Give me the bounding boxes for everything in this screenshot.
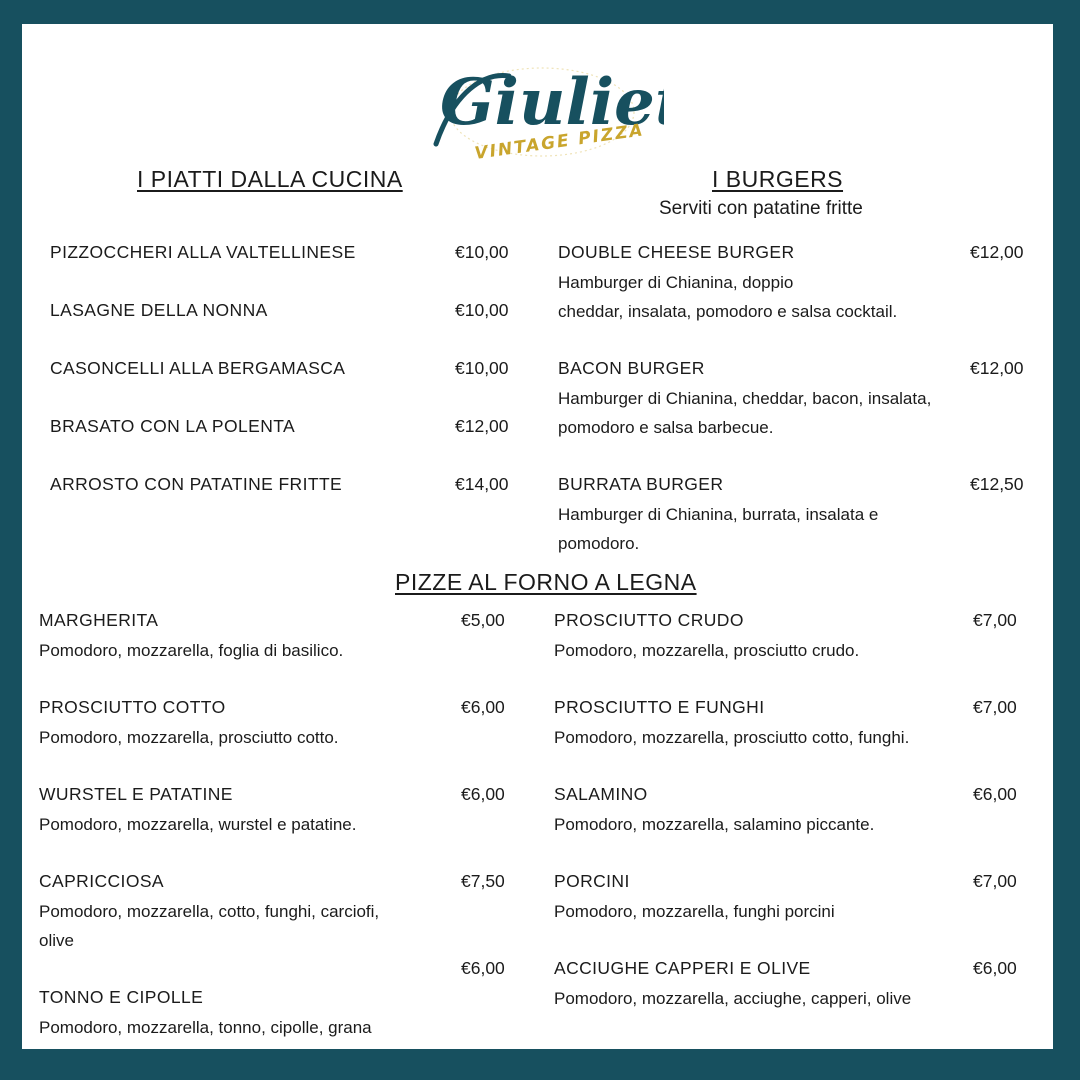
logo-wordmark: Giulie xyxy=(440,65,655,140)
pizza-item-name: PORCINI xyxy=(554,871,630,891)
pizza-item-desc xyxy=(554,897,835,926)
desc-line: Hamburger di Chianina, burrata, insalata e xyxy=(558,505,879,524)
pizza-item-desc xyxy=(554,810,874,839)
kitchen-item-name: ARROSTO CON PATATINE FRITTE xyxy=(50,474,343,494)
kitchen-item-price: €10,00 xyxy=(455,300,509,320)
pizza-item-name: PROSCIUTTO COTTO xyxy=(39,697,226,717)
pizza-item-name: SALAMINO xyxy=(554,784,648,804)
desc-line: Pomodoro, mozzarella, prosciutto crudo. xyxy=(554,641,860,660)
pizze-section-title: PIZZE AL FORNO A LEGNA xyxy=(395,569,697,595)
logo-graphic xyxy=(414,32,664,172)
burger-item-desc xyxy=(558,384,931,442)
pizza-item-price: €7,00 xyxy=(973,871,1017,891)
burger-item-price: €12,00 xyxy=(970,242,1024,262)
kitchen-item-price: €10,00 xyxy=(455,242,509,262)
desc-line: Pomodoro, mozzarella, wurstel e patatine. xyxy=(39,815,357,834)
desc-line: Pomodoro, mozzarella, cotto, funghi, carciofi, xyxy=(39,902,380,921)
desc-line: pomodoro e salsa barbecue. xyxy=(558,418,774,437)
desc-line: Pomodoro, mozzarella, acciughe, capperi, olive xyxy=(554,989,912,1008)
burger-item-name: BURRATA BURGER xyxy=(558,474,724,494)
pizza-item-price: €6,00 xyxy=(461,784,505,804)
pizza-item-price: €6,00 xyxy=(973,784,1017,804)
pizza-item-name: TONNO E CIPOLLE xyxy=(39,987,204,1007)
pizza-item-price: €5,00 xyxy=(461,610,505,630)
desc-line: Hamburger di Chianina, doppio xyxy=(558,273,794,292)
pizza-item-desc xyxy=(39,1013,372,1042)
kitchen-item-name: BRASATO CON LA POLENTA xyxy=(50,416,296,436)
pizza-item-desc xyxy=(554,723,909,752)
pizza-item-price: €6,00 xyxy=(461,697,505,717)
kitchen-section-title: I PIATTI DALLA CUCINA xyxy=(137,166,403,192)
desc-line: Pomodoro, mozzarella, funghi porcini xyxy=(554,902,835,921)
desc-line: Pomodoro, mozzarella, prosciutto cotto, funghi. xyxy=(554,728,910,747)
pizza-item-desc xyxy=(39,810,357,839)
pizza-item-name: MARGHERITA xyxy=(39,610,159,630)
burgers-subtitle: Serviti con patatine fritte xyxy=(659,198,863,219)
desc-line: olive xyxy=(39,931,74,950)
desc-line: Pomodoro, mozzarella, foglia di basilico. xyxy=(39,641,344,660)
desc-line: pomodoro. xyxy=(558,534,640,553)
pizza-item-desc xyxy=(554,984,911,1013)
desc-line: cheddar, insalata, pomodoro e salsa cocktail. xyxy=(558,302,898,321)
pizza-item-desc xyxy=(39,636,343,665)
kitchen-item-price: €12,00 xyxy=(455,416,509,436)
menu-page xyxy=(22,24,1053,1049)
burgers-section-title: I BURGERS xyxy=(712,166,844,192)
kitchen-item-name: PIZZOCCHERI ALLA VALTELLINESE xyxy=(50,242,356,262)
pizza-item-price: €6,00 xyxy=(973,958,1017,978)
desc-line: Pomodoro, mozzarella, salamino piccante. xyxy=(554,815,875,834)
pizza-item-price: €7,00 xyxy=(973,697,1017,717)
pizza-item-price: €6,00 xyxy=(461,958,505,978)
burger-item-name: BACON BURGER xyxy=(558,358,705,378)
desc-line: Pomodoro, mozzarella, tonno, cipolle, grana xyxy=(39,1018,372,1037)
burger-item-desc xyxy=(558,268,897,326)
kitchen-item-price: €14,00 xyxy=(455,474,509,494)
kitchen-item-price: €10,00 xyxy=(455,358,509,378)
pizza-item-desc xyxy=(39,897,379,955)
pizza-item-name: PROSCIUTTO E FUNGHI xyxy=(554,697,765,717)
pizza-item-desc xyxy=(554,636,859,665)
pizza-item-price: €7,50 xyxy=(461,871,505,891)
brand-logo xyxy=(414,32,664,172)
burger-item-price: €12,50 xyxy=(970,474,1024,494)
burger-item-desc xyxy=(558,500,878,558)
desc-line: Hamburger di Chianina, cheddar, bacon, insalata, xyxy=(558,389,932,408)
pizza-item-name: WURSTEL E PATATINE xyxy=(39,784,233,804)
pizza-item-name: PROSCIUTTO CRUDO xyxy=(554,610,744,630)
desc-line: Pomodoro, mozzarella, prosciutto cotto. xyxy=(39,728,339,747)
pizza-item-name: ACCIUGHE CAPPERI E OLIVE xyxy=(554,958,811,978)
pizza-item-price: €7,00 xyxy=(973,610,1017,630)
kitchen-item-name: LASAGNE DELLA NONNA xyxy=(50,300,268,320)
burger-item-price: €12,00 xyxy=(970,358,1024,378)
burger-item-name: DOUBLE CHEESE BURGER xyxy=(558,242,795,262)
logo-tagline: VINTAGE PIZZA xyxy=(473,120,646,164)
pizza-item-name: CAPRICCIOSA xyxy=(39,871,164,891)
pizza-item-desc xyxy=(39,723,339,752)
kitchen-item-name: CASONCELLI ALLA BERGAMASCA xyxy=(50,358,346,378)
